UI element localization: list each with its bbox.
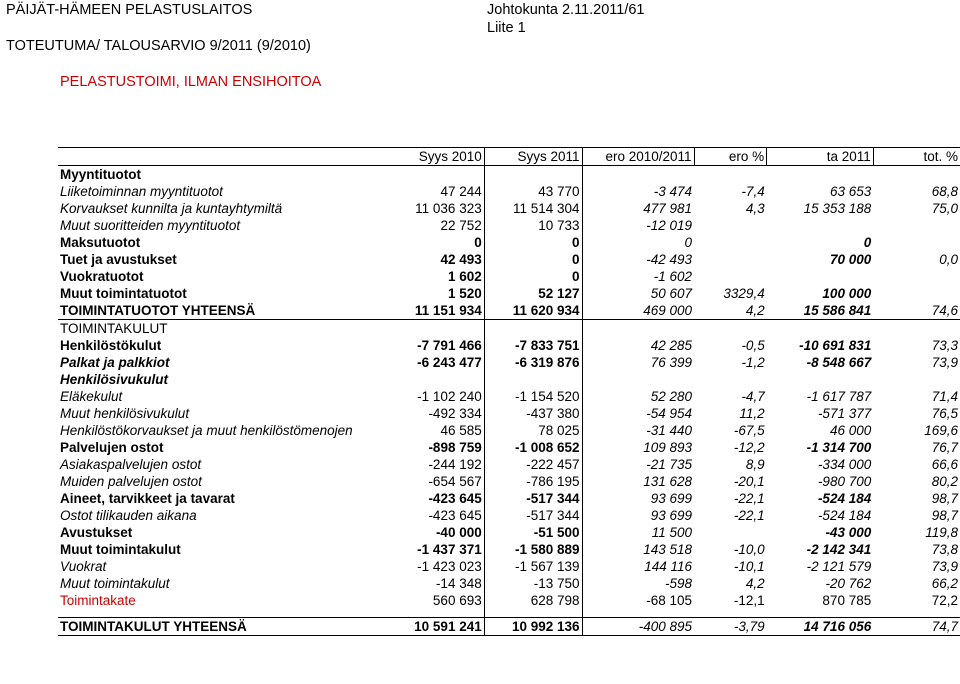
- table-cell: [484, 166, 582, 184]
- table-cell: [694, 217, 767, 234]
- table-cell: 8,9: [745, 457, 765, 472]
- row-label: Palkat ja palkkiot: [60, 355, 170, 370]
- row-label: Henkilöstökorvaukset ja muut henkilöstömenojen: [60, 423, 353, 438]
- table-cell: [694, 251, 767, 268]
- table-cell: -54 954: [646, 406, 693, 421]
- table-cell: 52 280: [650, 389, 693, 404]
- table-cell: -654 567: [386, 473, 484, 490]
- table-cell: 4,3: [745, 201, 765, 216]
- row-label: Muut suoritteiden myyntituotot: [60, 218, 241, 233]
- table-row: [58, 285, 960, 302]
- row-label: Tuet ja avustukset: [60, 252, 177, 267]
- table-cell: -22,1: [733, 491, 765, 506]
- spacer-cell: [484, 609, 582, 618]
- table-cell: [484, 371, 582, 388]
- grand-total-cell: 74,7: [873, 618, 960, 636]
- table-row: [58, 268, 960, 285]
- table-cell: -22,1: [733, 508, 765, 523]
- table-cell: -3 474: [653, 184, 693, 199]
- row-label: Muut toimintakulut: [60, 576, 170, 591]
- table-cell: [484, 320, 582, 338]
- table-cell: 131 628: [643, 474, 693, 489]
- table-cell: -1 154 520: [484, 388, 582, 405]
- table-cell: [694, 166, 767, 184]
- row-label: Vuokratuotot: [60, 269, 144, 284]
- table-cell: [386, 371, 484, 388]
- table-cell: 100 000: [822, 286, 872, 301]
- spacer-cell: [873, 609, 960, 618]
- table-cell: 169,6: [924, 423, 958, 438]
- grand-total-cell: 10 591 241: [386, 618, 484, 636]
- row-label: Korvaukset kunnilta ja kuntayhtymiltä: [60, 201, 283, 216]
- table-cell: [582, 320, 694, 338]
- table-cell: -12,2: [733, 440, 765, 455]
- row-label: Aineet, tarvikkeet ja tavarat: [60, 491, 235, 506]
- table-cell: -7,4: [741, 184, 765, 199]
- table-cell: 0: [484, 251, 582, 268]
- row-label: Muut henkilösivukulut: [60, 406, 190, 421]
- row-label: Asiakaspalvelujen ostot: [60, 457, 202, 472]
- table-cell: [767, 166, 874, 184]
- table-cell: -437 380: [484, 405, 582, 422]
- table-row: [58, 422, 960, 439]
- table-cell: 4,2: [745, 576, 765, 591]
- column-header: Syys 2010: [386, 148, 484, 166]
- table-cell: -68 105: [646, 593, 693, 608]
- table-cell: 98,7: [931, 491, 958, 506]
- table-cell: 0: [386, 234, 484, 251]
- table-cell: -0,5: [741, 338, 765, 353]
- table-cell: [873, 371, 960, 388]
- table-cell: 71,4: [931, 389, 958, 404]
- table-cell: -13 750: [484, 575, 582, 592]
- table-cell: [386, 320, 484, 338]
- table-cell: 66,6: [931, 457, 958, 472]
- spacer-cell: [386, 609, 484, 618]
- row-label: Ostot tilikauden aikana: [60, 508, 197, 523]
- table-row: [58, 388, 960, 405]
- table-cell: -517 344: [484, 507, 582, 524]
- column-header: [58, 148, 386, 166]
- table-cell: -1,2: [741, 355, 765, 370]
- table-cell: [694, 234, 767, 251]
- table-cell: 52 127: [484, 285, 582, 302]
- table-row: [58, 575, 960, 592]
- table-row: [58, 251, 960, 268]
- table-cell: 46 585: [386, 422, 484, 439]
- table-cell: -222 457: [484, 456, 582, 473]
- meeting-ref: Johtokunta 2.11.2011/61: [487, 2, 645, 18]
- table-cell: [873, 217, 960, 234]
- table-cell: 93 699: [650, 491, 693, 506]
- grand-total-row: [58, 618, 960, 636]
- spacer-row: [58, 609, 960, 618]
- table-cell: -10 691 831: [799, 338, 872, 353]
- table-cell: -1 314 700: [806, 440, 872, 455]
- grand-total-cell: -3,79: [694, 618, 767, 636]
- spacer-cell: [694, 609, 767, 618]
- table-cell: 109 893: [643, 440, 693, 455]
- column-header: Syys 2011: [484, 148, 582, 166]
- table-cell: -1 602: [653, 269, 693, 284]
- column-header: tot. %: [873, 148, 960, 166]
- table-cell: -2 121 579: [806, 559, 872, 574]
- table-cell: -1 102 240: [386, 388, 484, 405]
- table-cell: [694, 371, 767, 388]
- table-cell: -1 437 371: [386, 541, 484, 558]
- table-cell: [694, 320, 767, 338]
- row-label: TOIMINTAKULUT: [60, 321, 168, 336]
- table-cell: -492 334: [386, 405, 484, 422]
- table-cell: -14 348: [386, 575, 484, 592]
- table-cell: 0: [684, 235, 693, 250]
- table-cell: [873, 268, 960, 285]
- table-cell: -524 184: [817, 491, 872, 506]
- table-cell: 1 602: [386, 268, 484, 285]
- table-cell: -42 493: [646, 252, 693, 267]
- table-cell: -6 243 477: [386, 354, 484, 371]
- table-cell: -786 195: [484, 473, 582, 490]
- spacer-cell: [582, 609, 694, 618]
- row-label: TOIMINTATUOTOT YHTEENSÄ: [58, 302, 386, 320]
- column-header: ero %: [694, 148, 767, 166]
- table-cell: 11 500: [651, 525, 693, 540]
- table-cell: 43 770: [484, 183, 582, 200]
- table-cell: 0: [484, 234, 582, 251]
- table-cell: 144 116: [644, 559, 693, 574]
- row-label: Avustukset: [60, 525, 133, 540]
- table-cell: 143 518: [643, 542, 693, 557]
- table-cell: -980 700: [817, 474, 872, 489]
- table-cell: -7 833 751: [484, 337, 582, 354]
- grand-total-cell: -400 895: [582, 618, 694, 636]
- row-label: Maksutuotot: [60, 235, 141, 250]
- table-cell: 22 752: [386, 217, 484, 234]
- financial-table: [58, 147, 960, 636]
- table-cell: -244 192: [386, 456, 484, 473]
- row-label: Muut toimintakulut: [60, 542, 181, 557]
- table-cell: -20 762: [825, 576, 872, 591]
- table-cell: 0,0: [939, 252, 958, 267]
- table-cell: -7 791 466: [386, 337, 484, 354]
- table-cell: 1 520: [386, 285, 484, 302]
- column-header: ta 2011: [767, 148, 874, 166]
- table-cell: [582, 166, 694, 184]
- table-row: [58, 456, 960, 473]
- table-row: [58, 405, 960, 422]
- table-cell: 72,2: [931, 593, 958, 608]
- table-cell: -10,1: [733, 559, 765, 574]
- table-cell: 10 733: [484, 217, 582, 234]
- table-cell: -1 008 652: [484, 439, 582, 456]
- table-row: [58, 234, 960, 251]
- table-cell: 42 285: [650, 338, 693, 353]
- table-cell: 3329,4: [723, 286, 765, 301]
- table-cell: 73,8: [931, 542, 958, 557]
- row-label: Muiden palvelujen ostot: [60, 474, 202, 489]
- table-cell: 11 514 304: [484, 200, 582, 217]
- grand-total-label: TOIMINTAKULUT YHTEENSÄ: [58, 618, 386, 636]
- table-row: [58, 371, 960, 388]
- table-row: [58, 354, 960, 371]
- spacer-cell: [767, 609, 874, 618]
- table-cell: [767, 320, 874, 338]
- table-cell: -43 000: [825, 525, 872, 540]
- table-row: [58, 507, 960, 524]
- table-row: [58, 217, 960, 234]
- table-cell: 50 607: [650, 286, 693, 301]
- table-cell: -571 377: [817, 406, 872, 421]
- row-label: Henkilösivukulut: [60, 372, 169, 387]
- table-cell: 11 620 934: [484, 302, 582, 320]
- table-row: [58, 592, 960, 609]
- table-row: [58, 541, 960, 558]
- table-cell: 68,8: [931, 184, 958, 199]
- table-cell: [873, 234, 960, 251]
- table-cell: 11 151 934: [386, 302, 484, 320]
- table-cell: -51 500: [484, 524, 582, 541]
- table-cell: [767, 268, 874, 285]
- table-cell: [873, 320, 960, 338]
- table-cell: 4,2: [694, 302, 767, 320]
- table-cell: [386, 166, 484, 184]
- table-cell: -40 000: [386, 524, 484, 541]
- attachment-ref: Liite 1: [487, 20, 526, 36]
- table-cell: [694, 524, 767, 541]
- table-cell: 93 699: [650, 508, 693, 523]
- table-cell: -524 184: [817, 508, 872, 523]
- table-cell: -598: [664, 576, 693, 591]
- table-cell: -898 759: [386, 439, 484, 456]
- column-header-row: [58, 148, 960, 166]
- table-cell: 628 798: [484, 592, 582, 609]
- table-row: [58, 302, 960, 320]
- table-row: [58, 200, 960, 217]
- table-row: [58, 439, 960, 456]
- table-cell: -67,5: [733, 423, 765, 438]
- table-cell: -20,1: [733, 474, 765, 489]
- table-cell: -12,1: [733, 593, 765, 608]
- row-label: Palvelujen ostot: [60, 440, 164, 455]
- table-cell: -6 319 876: [484, 354, 582, 371]
- table-row: [58, 337, 960, 354]
- table-cell: 76,5: [931, 406, 958, 421]
- org-name: PÄIJÄT-HÄMEEN PELASTUSLAITOS: [6, 2, 253, 18]
- table-cell: 76,7: [931, 440, 958, 455]
- table-row: [58, 166, 960, 184]
- table-row: [58, 320, 960, 338]
- table-cell: 73,9: [931, 559, 958, 574]
- table-cell: 11,2: [739, 406, 765, 421]
- table-cell: [767, 217, 874, 234]
- section-title: PELASTUSTOIMI, ILMAN ENSIHOITOA: [60, 74, 322, 90]
- table-cell: 74,6: [873, 302, 960, 320]
- table-cell: 75,0: [931, 201, 958, 216]
- spacer-cell: [58, 609, 386, 618]
- table-cell: -1 567 139: [484, 558, 582, 575]
- table-cell: 560 693: [386, 592, 484, 609]
- table-row: [58, 490, 960, 507]
- row-label: Vuokrat: [60, 559, 107, 574]
- row-label: Liiketoiminnan myyntituotot: [60, 184, 223, 199]
- table-cell: [873, 166, 960, 184]
- table-cell: 477 981: [643, 201, 693, 216]
- table-cell: 870 785: [822, 593, 872, 608]
- table-cell: 469 000: [582, 302, 694, 320]
- table-cell: 66,2: [931, 576, 958, 591]
- table-cell: 11 036 323: [386, 200, 484, 217]
- table-cell: 0: [863, 235, 872, 250]
- table-cell: [694, 268, 767, 285]
- table-cell: [582, 371, 694, 388]
- table-cell: -4,7: [741, 389, 765, 404]
- table-cell: -423 645: [386, 507, 484, 524]
- table-cell: 70 000: [829, 252, 872, 267]
- table-cell: -517 344: [484, 490, 582, 507]
- table-cell: 46 000: [829, 423, 872, 438]
- table-row: [58, 558, 960, 575]
- table-cell: -1 580 889: [484, 541, 582, 558]
- table-row: [58, 183, 960, 200]
- row-label: Muut toimintatuotot: [60, 286, 187, 301]
- table-cell: 47 244: [386, 183, 484, 200]
- table-cell: -21 735: [646, 457, 693, 472]
- table-cell: -31 440: [646, 423, 693, 438]
- table-cell: 0: [484, 268, 582, 285]
- grand-total-cell: 10 992 136: [484, 618, 582, 636]
- table-cell: 76 399: [650, 355, 693, 370]
- table-cell: -1 423 023: [386, 558, 484, 575]
- table-cell: -8 548 667: [806, 355, 872, 370]
- table-cell: 63 653: [829, 184, 872, 199]
- table-cell: 73,3: [931, 338, 958, 353]
- table-cell: [767, 371, 874, 388]
- report-title: TOTEUTUMA/ TALOUSARVIO 9/2011 (9/2010): [6, 38, 311, 54]
- table-cell: -2 142 341: [806, 542, 872, 557]
- table-cell: -1 617 787: [806, 389, 872, 404]
- column-header: ero 2010/2011: [582, 148, 694, 166]
- table-cell: [873, 285, 960, 302]
- table-cell: -10,0: [733, 542, 765, 557]
- table-cell: 15 586 841: [767, 302, 874, 320]
- table-cell: -12 019: [646, 218, 693, 233]
- table-cell: 73,9: [931, 355, 958, 370]
- table-cell: 15 353 188: [803, 201, 872, 216]
- table-cell: 78 025: [484, 422, 582, 439]
- table-row: [58, 524, 960, 541]
- table-body: [58, 148, 960, 636]
- row-label: Myyntituotot: [60, 167, 141, 182]
- table-cell: 119,8: [925, 525, 958, 540]
- table-cell: -334 000: [817, 457, 872, 472]
- table-row: [58, 473, 960, 490]
- row-label: Eläkekulut: [60, 389, 123, 404]
- table-cell: -423 645: [386, 490, 484, 507]
- table-cell: 98,7: [931, 508, 958, 523]
- row-label: Henkilöstökulut: [60, 338, 162, 353]
- grand-total-cell: 14 716 056: [767, 618, 874, 636]
- table-cell: 80,2: [931, 474, 958, 489]
- row-label: Toimintakate: [60, 593, 136, 608]
- table-cell: 42 493: [386, 251, 484, 268]
